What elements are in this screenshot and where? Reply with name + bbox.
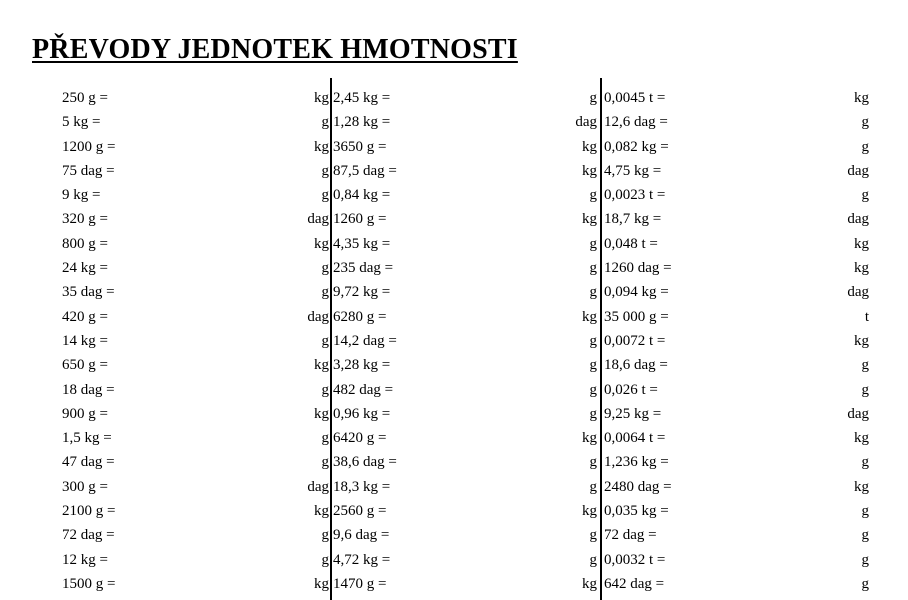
conversion-expression: 0,0072 t = — [604, 332, 666, 349]
target-unit: g — [861, 357, 869, 374]
conversion-expression: 320 g = — [62, 211, 108, 228]
conversion-expression: 9,72 kg = — [333, 284, 391, 301]
conversion-expression: 250 g = — [62, 90, 108, 106]
conversion-expression: 14 kg = — [62, 332, 108, 349]
target-unit: g — [321, 114, 329, 131]
conversion-grid — [0, 86, 908, 596]
conversion-expression: 0,026 t = — [604, 381, 658, 398]
target-unit: g — [861, 551, 869, 568]
target-unit: dag — [847, 405, 869, 422]
target-unit: dag — [847, 284, 869, 301]
target-unit: kg — [582, 138, 597, 155]
target-unit: dag — [847, 211, 869, 228]
conversion-expression: 9 kg = — [62, 187, 101, 204]
conversion-row — [0, 523, 908, 547]
conversion-expression: 900 g = — [62, 405, 108, 422]
conversion-expression: 18,7 kg = — [604, 211, 662, 228]
target-unit: g — [589, 90, 597, 106]
conversion-expression: 9,6 dag = — [333, 527, 390, 544]
conversion-row — [0, 207, 908, 231]
target-unit: kg — [314, 235, 329, 252]
conversion-row — [0, 450, 908, 474]
target-unit: kg — [314, 405, 329, 422]
target-unit: dag — [307, 211, 329, 228]
target-unit: g — [321, 332, 329, 349]
conversion-expression: 12,6 dag = — [604, 114, 668, 131]
conversion-expression: 38,6 dag = — [333, 454, 397, 471]
conversion-row — [0, 183, 908, 207]
target-unit: g — [861, 575, 869, 592]
target-unit: kg — [582, 308, 597, 325]
target-unit: g — [589, 381, 597, 398]
target-unit: g — [861, 138, 869, 155]
conversion-expression: 87,5 dag = — [333, 162, 397, 179]
target-unit: g — [589, 284, 597, 301]
conversion-expression: 0,035 kg = — [604, 503, 669, 520]
target-unit: g — [589, 332, 597, 349]
target-unit: kg — [854, 430, 869, 447]
conversion-expression: 9,25 kg = — [604, 405, 662, 422]
conversion-expression: 18,6 dag = — [604, 357, 668, 374]
conversion-expression: 650 g = — [62, 357, 108, 374]
target-unit: g — [321, 551, 329, 568]
conversion-expression: 0,048 t = — [604, 235, 658, 252]
conversion-expression: 420 g = — [62, 308, 108, 325]
target-unit: dag — [575, 114, 597, 131]
conversion-expression: 1260 dag = — [604, 260, 672, 277]
conversion-expression: 1500 g = — [62, 575, 116, 592]
conversion-row — [0, 378, 908, 402]
conversion-expression: 72 dag = — [62, 527, 115, 544]
target-unit: g — [321, 162, 329, 179]
target-unit: g — [589, 478, 597, 495]
conversion-expression: 1200 g = — [62, 138, 116, 155]
conversion-expression: 12 kg = — [62, 551, 108, 568]
target-unit: g — [589, 235, 597, 252]
conversion-expression: 72 dag = — [604, 527, 657, 544]
conversion-row — [0, 232, 908, 256]
conversion-expression: 235 dag = — [333, 260, 394, 277]
conversion-row — [0, 159, 908, 183]
conversion-row — [0, 402, 908, 426]
conversion-expression: 6420 g = — [333, 430, 387, 447]
conversion-expression: 0,84 kg = — [333, 187, 391, 204]
target-unit: g — [861, 527, 869, 544]
target-unit: kg — [314, 575, 329, 592]
conversion-row — [0, 572, 908, 596]
conversion-expression: 0,96 kg = — [333, 405, 391, 422]
conversion-expression: 642 dag = — [604, 575, 665, 592]
conversion-expression: 3,28 kg = — [333, 357, 391, 374]
conversion-expression: 18 dag = — [62, 381, 115, 398]
target-unit: kg — [854, 332, 869, 349]
target-unit: kg — [854, 478, 869, 495]
conversion-expression: 6280 g = — [333, 308, 387, 325]
conversion-expression: 24 kg = — [62, 260, 108, 277]
conversion-expression: 0,0064 t = — [604, 430, 666, 447]
target-unit: kg — [854, 260, 869, 277]
target-unit: g — [321, 381, 329, 398]
target-unit: g — [861, 187, 869, 204]
conversion-expression: 800 g = — [62, 235, 108, 252]
conversion-expression: 1,28 kg = — [333, 114, 391, 131]
target-unit: g — [321, 260, 329, 277]
target-unit: kg — [314, 138, 329, 155]
conversion-expression: 0,0045 t = — [604, 90, 666, 106]
target-unit: dag — [307, 478, 329, 495]
conversion-expression: 482 dag = — [333, 381, 394, 398]
target-unit: kg — [582, 211, 597, 228]
target-unit: g — [321, 454, 329, 471]
conversion-row — [0, 426, 908, 450]
conversion-expression: 2480 dag = — [604, 478, 672, 495]
conversion-expression: 4,35 kg = — [333, 235, 391, 252]
conversion-expression: 4,75 kg = — [604, 162, 662, 179]
conversion-expression: 300 g = — [62, 478, 108, 495]
target-unit: kg — [582, 430, 597, 447]
conversion-row — [0, 110, 908, 134]
conversion-expression: 35 000 g = — [604, 308, 669, 325]
conversion-expression: 14,2 dag = — [333, 332, 397, 349]
conversion-expression: 2560 g = — [333, 503, 387, 520]
target-unit: g — [321, 187, 329, 204]
target-unit: t — [864, 308, 869, 325]
target-unit: g — [861, 503, 869, 520]
target-unit: g — [321, 284, 329, 301]
conversion-row — [0, 305, 908, 329]
target-unit: g — [589, 187, 597, 204]
target-unit: g — [589, 454, 597, 471]
conversion-expression: 2,45 kg = — [333, 90, 391, 106]
conversion-expression: 4,72 kg = — [333, 551, 391, 568]
conversion-row — [0, 548, 908, 572]
conversion-row — [0, 135, 908, 159]
target-unit: kg — [582, 162, 597, 179]
target-unit: kg — [582, 575, 597, 592]
target-unit: dag — [307, 308, 329, 325]
target-unit: g — [861, 454, 869, 471]
target-unit: g — [589, 260, 597, 277]
target-unit: kg — [314, 503, 329, 520]
target-unit: kg — [582, 503, 597, 520]
conversion-expression: 18,3 kg = — [333, 478, 391, 495]
conversion-row — [0, 499, 908, 523]
conversion-expression: 1470 g = — [333, 575, 387, 592]
page-title: PŘEVODY JEDNOTEK HMOTNOSTI — [32, 34, 518, 65]
conversion-expression: 0,082 kg = — [604, 138, 669, 155]
target-unit: g — [589, 551, 597, 568]
conversion-row — [0, 329, 908, 353]
target-unit: g — [321, 527, 329, 544]
conversion-row — [0, 86, 908, 110]
target-unit: kg — [314, 90, 329, 106]
target-unit: kg — [314, 357, 329, 374]
target-unit: dag — [847, 162, 869, 179]
conversion-expression: 2100 g = — [62, 503, 116, 520]
conversion-expression: 0,094 kg = — [604, 284, 669, 301]
target-unit: g — [321, 430, 329, 447]
conversion-expression: 0,0023 t = — [604, 187, 666, 204]
conversion-expression: 1,5 kg = — [62, 430, 112, 447]
target-unit: kg — [854, 235, 869, 252]
conversion-expression: 1,236 kg = — [604, 454, 669, 471]
conversion-expression: 0,0032 t = — [604, 551, 666, 568]
conversion-expression: 5 kg = — [62, 114, 101, 131]
conversion-row — [0, 353, 908, 377]
target-unit: kg — [854, 90, 869, 106]
target-unit: g — [589, 527, 597, 544]
conversion-row — [0, 256, 908, 280]
conversion-expression: 35 dag = — [62, 284, 115, 301]
target-unit: g — [861, 114, 869, 131]
conversion-expression: 75 dag = — [62, 162, 115, 179]
conversion-expression: 47 dag = — [62, 454, 115, 471]
conversion-row — [0, 280, 908, 304]
conversion-row — [0, 475, 908, 499]
target-unit: g — [861, 381, 869, 398]
target-unit: g — [589, 357, 597, 374]
conversion-expression: 3650 g = — [333, 138, 387, 155]
target-unit: g — [589, 405, 597, 422]
conversion-expression: 1260 g = — [333, 211, 387, 228]
